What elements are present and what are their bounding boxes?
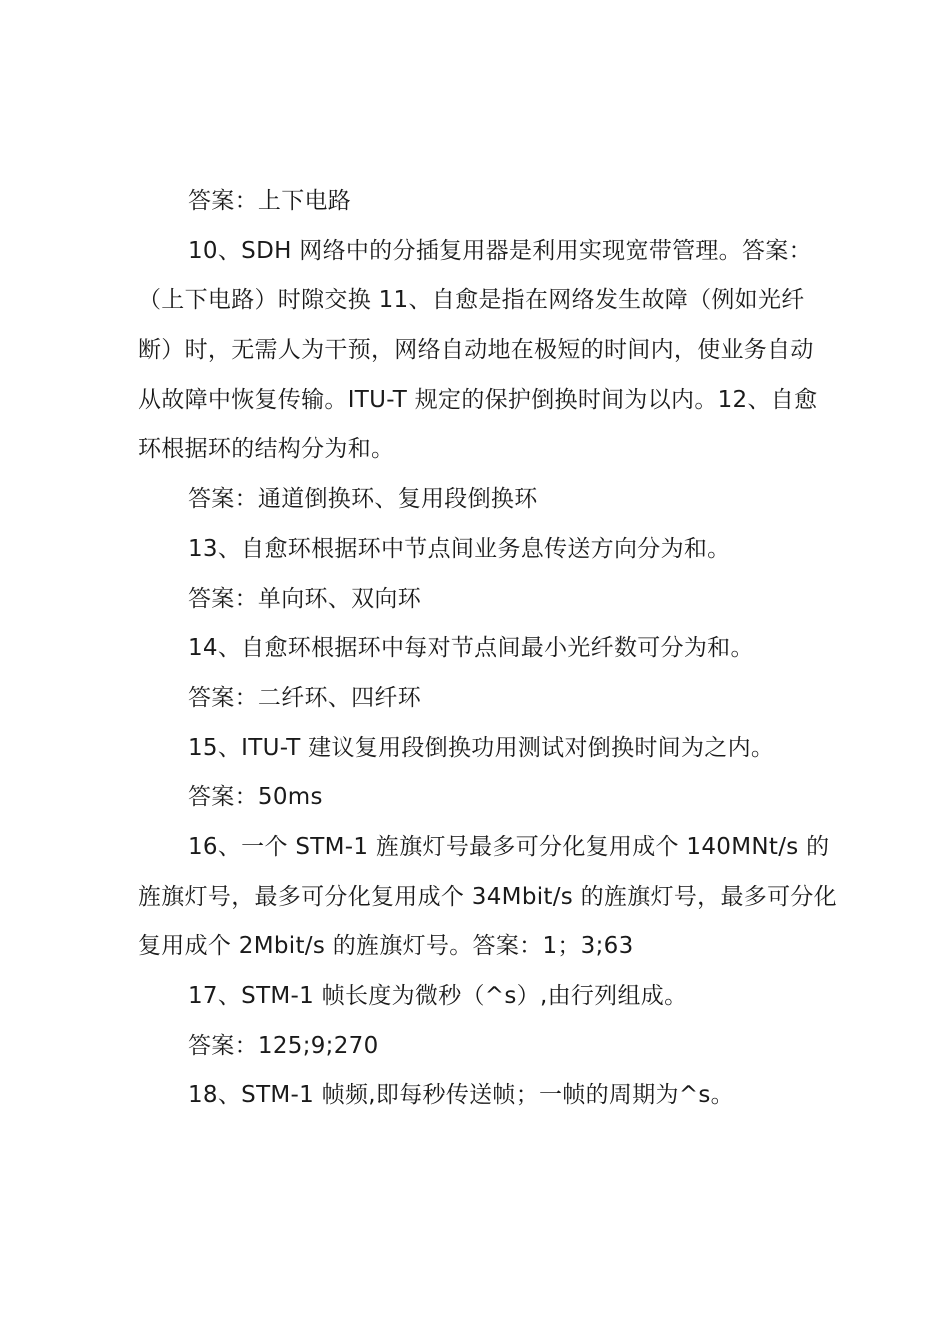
answer-line: 答案：二纤环、四纤环 (188, 684, 421, 711)
answer-line: 答案：50ms (188, 784, 323, 811)
question-17-line: 17、STM-1 帧长度为微秒（^s）,由行列组成。 (188, 983, 688, 1009)
answer-line: 答案：单向环、双向环 (188, 585, 421, 612)
question-14-line: 14、自愈环根据环中每对节点间最小光纤数可分为和。 (188, 635, 754, 662)
question-15-line: 15、ITU-T 建议复用段倒换功用测试对倒换时间为之内。 (188, 734, 775, 761)
question-10-line: 10、SDH 网络中的分插复用器是利用实现宽带管理。答案： (188, 237, 812, 264)
question-16-line: 16、一个 STM-1 旌旗灯号最多可分化复用成个 140MNt/s 的 (188, 833, 830, 860)
question-13-line: 13、自愈环根据环中节点间业务息传送方向分为和。 (188, 535, 731, 562)
document-body (138, 177, 838, 1121)
paragraph-line: 复用成个 2Mbit/s 的旌旗灯号。答案：1；3;63 (138, 933, 634, 960)
paragraph-line: 断）时，无需人为干预，网络自动地在极短的时间内，使业务自动 (138, 337, 814, 364)
answer-line: 答案：125;9;270 (188, 1032, 379, 1059)
paragraph-line: （上下电路）时隙交换 11、自愈是指在网络发生故障（例如光纤 (138, 287, 805, 314)
paragraph-line: 从故障中恢复传输。ITU-T 规定的保护倒换时间为以内。12、自愈 (138, 386, 818, 413)
answer-line: 答案：通道倒换环、复用段倒换环 (188, 486, 538, 513)
paragraph-line: 环根据环的结构分为和。 (138, 436, 395, 463)
answer-line: 答案：上下电路 (188, 188, 352, 214)
question-18-line: 18、STM-1 帧频,即每秒传送帧；一帧的周期为^s。 (188, 1082, 734, 1109)
paragraph-line: 旌旗灯号，最多可分化复用成个 34Mbit/s 的旌旗灯号，最多可分化 (138, 883, 837, 910)
